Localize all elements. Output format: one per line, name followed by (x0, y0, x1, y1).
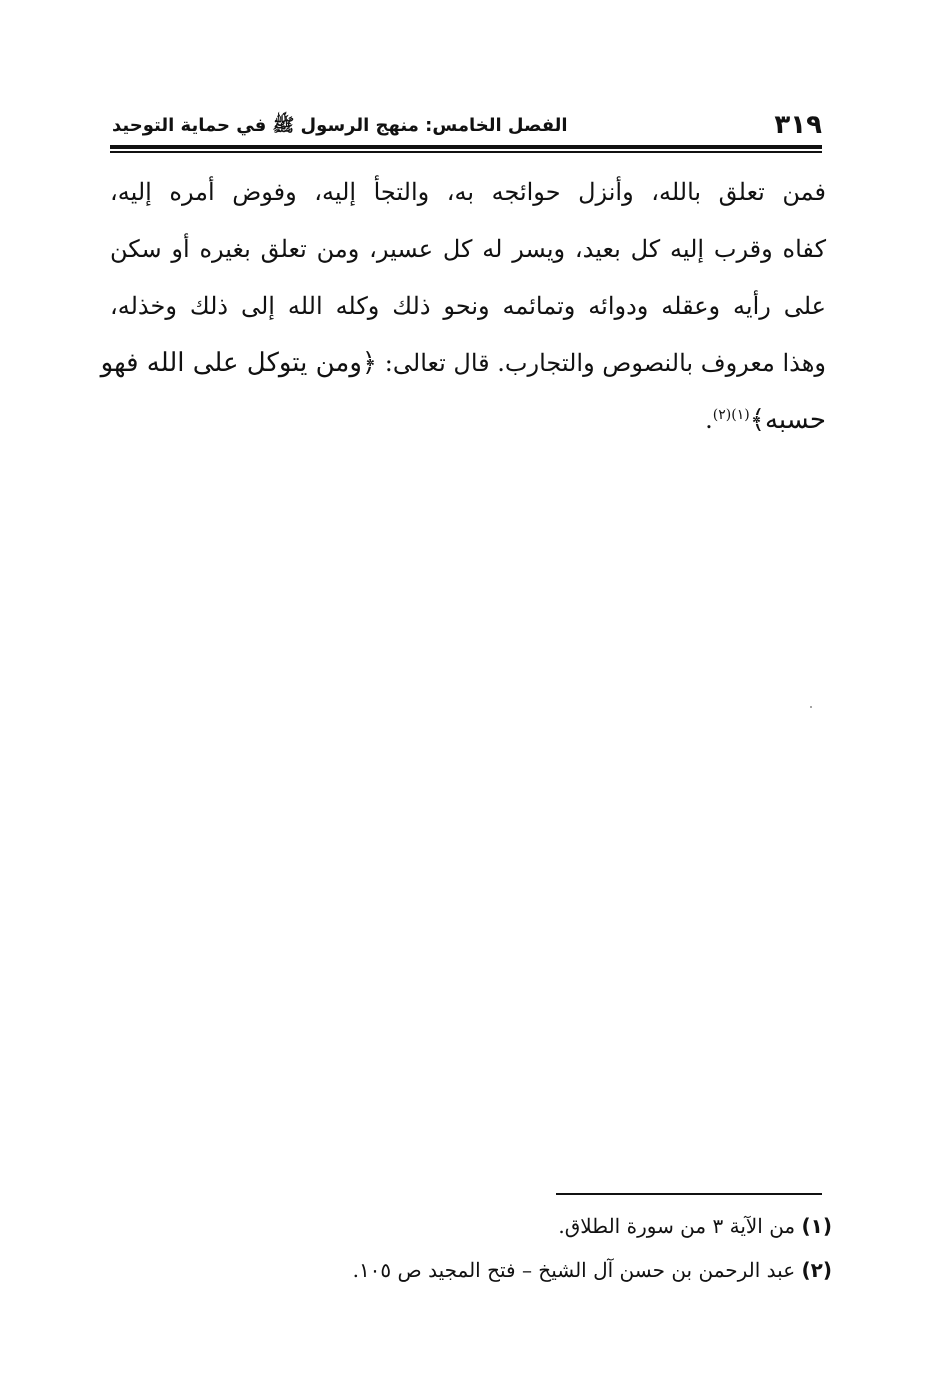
header-rule-thin (110, 151, 822, 153)
page-number: ٣١٩ (774, 110, 822, 140)
main-text (100, 164, 827, 449)
page-header (112, 108, 822, 142)
footnote-number: (١) (801, 1214, 832, 1238)
footnote-separator (556, 1193, 822, 1195)
text-line-4-prose: وهذا معروف بالنصوص والتجارب. قال تعالى: (384, 349, 826, 377)
text-line-4 (100, 335, 826, 392)
footnote-number: (٢) (801, 1258, 832, 1282)
running-title: الفصل الخامس: منهج الرسول ﷺ في حماية التوحيد (112, 115, 568, 136)
footnote-1 (110, 1204, 832, 1248)
scan-speck (810, 706, 812, 708)
header-rule-thick (110, 145, 822, 149)
text-line-1: فمن تعلق بالله، وأنزل حوائجه به، والتجأ إليه، وفوض أمره إليه، (110, 178, 826, 206)
text-line-5 (110, 392, 826, 449)
text-line-2: كفاه وقرب إليه كل بعيد، ويسر له كل عسير، ومن تعلق بغيره أو سكن (110, 235, 826, 263)
footnote-text: عبد الرحمن بن حسن آل الشيخ – فتح المجيد ص ١٠٥. (352, 1258, 796, 1282)
footnote-ref-markers[interactable]: (١)(٢) (712, 407, 750, 423)
quran-quote-end: حسبه﴾ (749, 405, 826, 435)
footnote-2 (110, 1248, 832, 1292)
sentence-end: . (705, 406, 713, 434)
footnote-text: من الآية ٣ من سورة الطلاق. (558, 1214, 796, 1238)
footnotes (110, 1204, 832, 1292)
text-line-3: على رأيه وعقله ودوائه وتمائمه ونحو ذلك وكله الله إلى ذلك وخذله، (110, 292, 827, 320)
quran-quote-start: ﴿ومن يتوكل على الله فهو (100, 348, 378, 378)
